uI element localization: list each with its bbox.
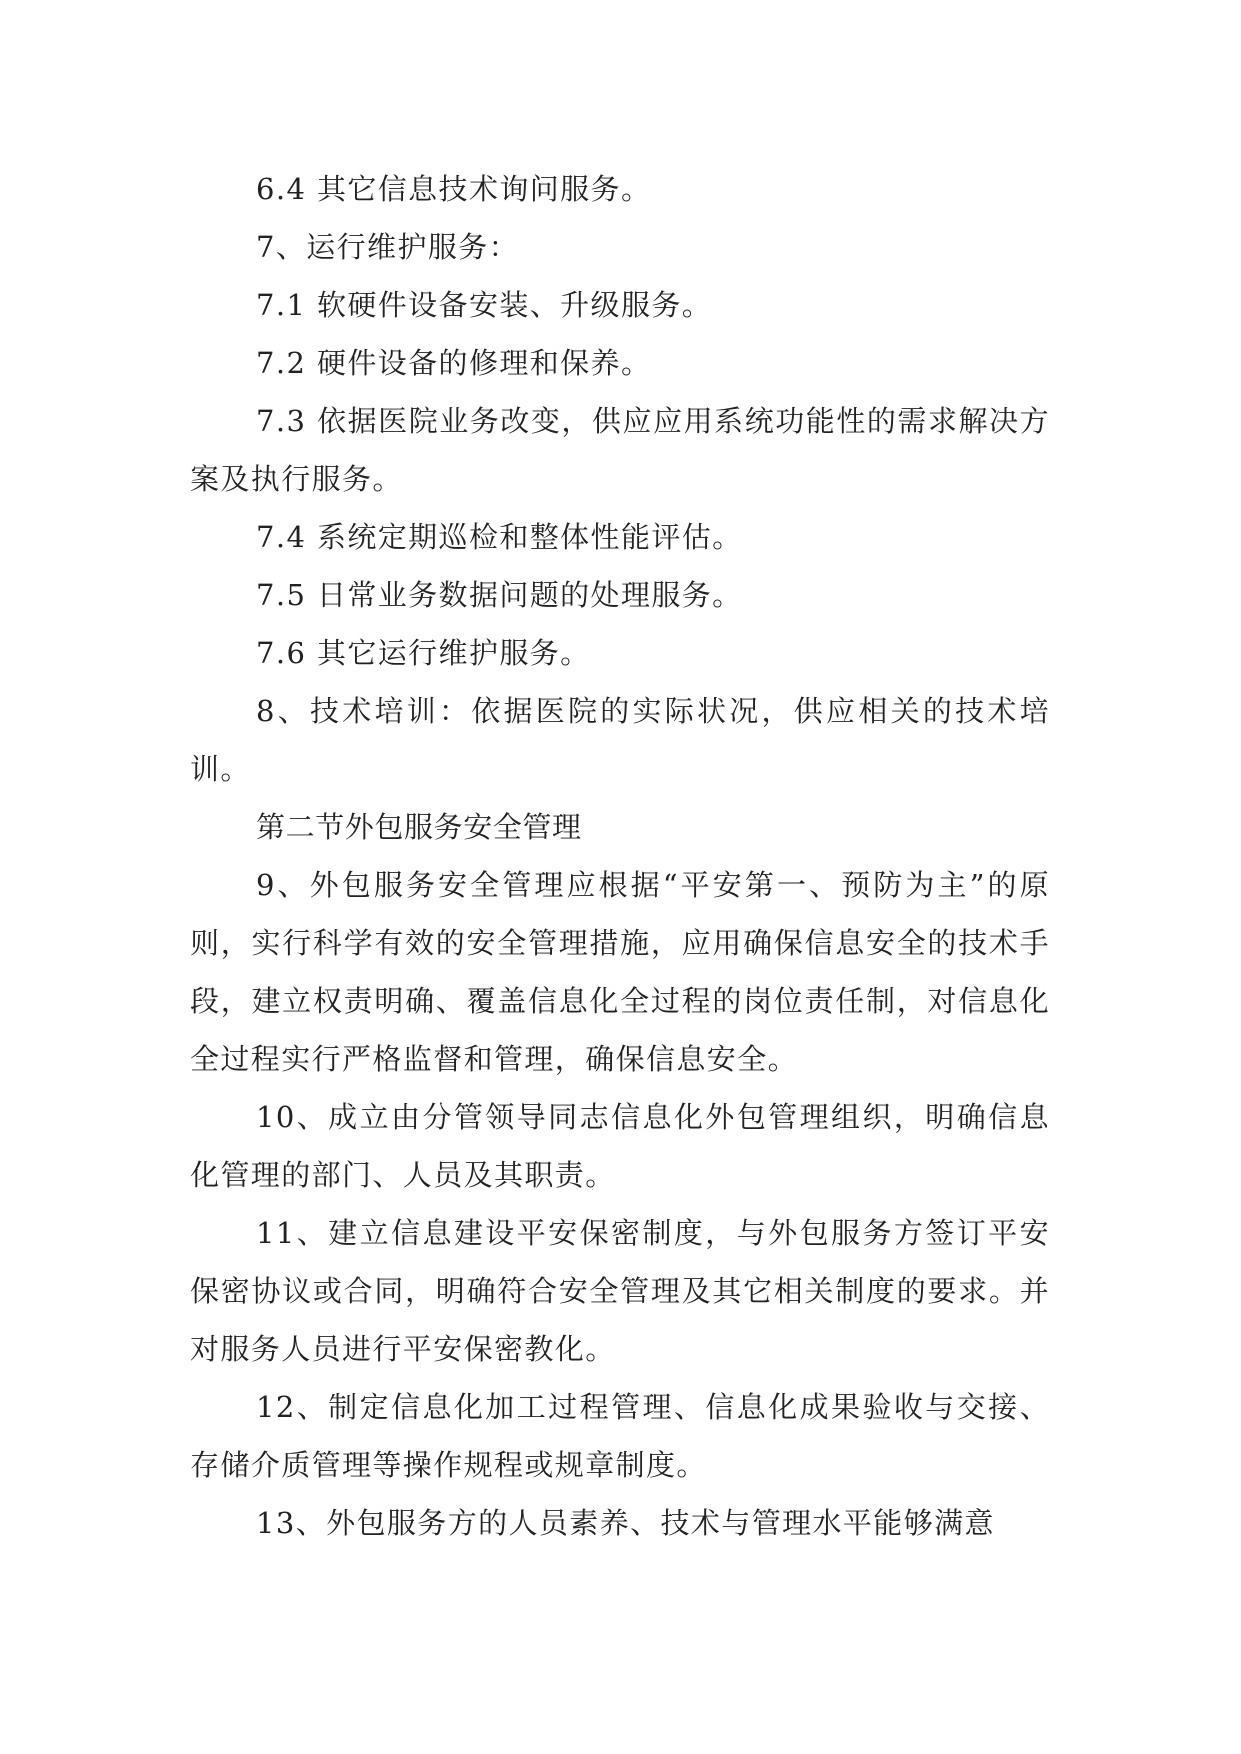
paragraph-7-6: 7.6 其它运行维护服务。 xyxy=(256,636,591,670)
paragraph-7-5: 7.5 日常业务数据问题的处理服务。 xyxy=(256,578,743,612)
paragraph-6-4: 6.4 其它信息技术询问服务。 xyxy=(256,172,652,206)
paragraph-10: 10、成立由分管领导同志信息化外包管理组织，明确信息化管理的部门、人员及其职责。 xyxy=(190,1100,1050,1192)
section-heading: 第二节外包服务安全管理 xyxy=(256,810,582,844)
paragraph-7-3: 7.3 依据医院业务改变，供应应用系统功能性的需求解决方案及执行服务。 xyxy=(190,404,1050,496)
document-page xyxy=(190,160,1050,1552)
paragraph-7-heading: 7、运行维护服务： xyxy=(256,230,520,264)
paragraph-9: 9、外包服务安全管理应根据“平安第一、预防为主”的原则，实行科学有效的安全管理措施，应用确保信息安全的技术手段，建立权责明确、覆盖信息化全过程的岗位责任制，对信息化全过程实行严格监督和管理，确保信息安全。 xyxy=(190,868,1050,1076)
paragraph-13: 13、外包服务方的人员素养、技术与管理水平能够满意 xyxy=(256,1506,995,1540)
paragraph-7-1: 7.1 软硬件设备安装、升级服务。 xyxy=(256,288,713,322)
paragraph-11: 11、建立信息建设平安保密制度，与外包服务方签订平安保密协议或合同，明确符合安全管理及其它相关制度的要求。并对服务人员进行平安保密教化。 xyxy=(190,1216,1050,1366)
paragraph-12: 12、制定信息化加工过程管理、信息化成果验收与交接、存储介质管理等操作规程或规章制度。 xyxy=(190,1390,1050,1482)
paragraph-7-4: 7.4 系统定期巡检和整体性能评估。 xyxy=(256,520,743,554)
paragraph-8: 8、技术培训：依据医院的实际状况，供应相关的技术培训。 xyxy=(190,694,1050,786)
paragraph-7-2: 7.2 硬件设备的修理和保养。 xyxy=(256,346,652,380)
